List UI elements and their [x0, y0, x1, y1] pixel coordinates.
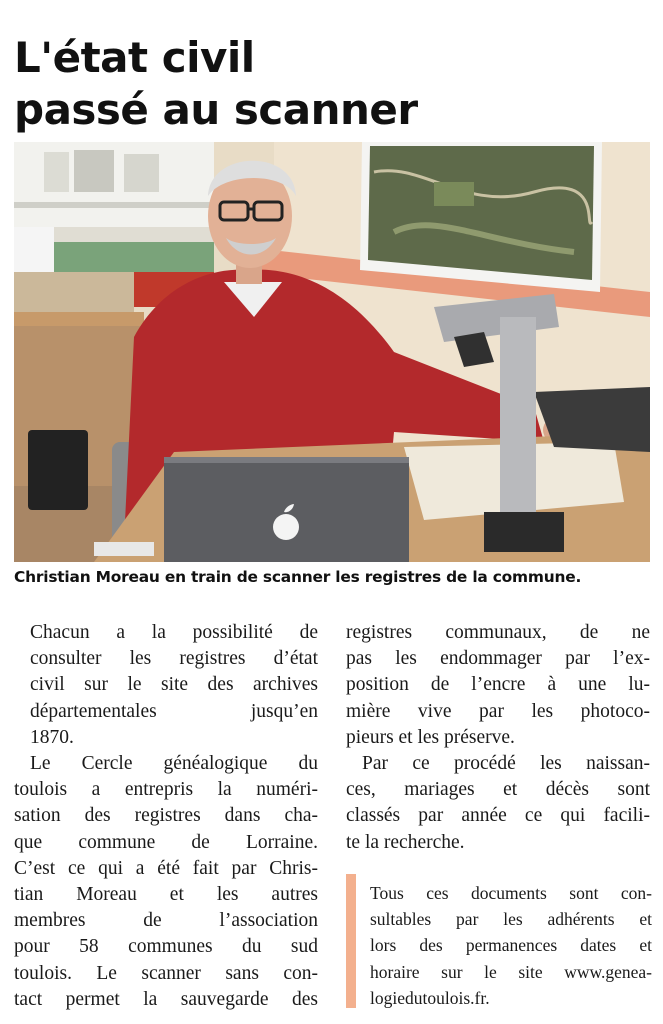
article-column-left	[14, 620, 318, 1013]
text-line: toulois a entrepris la numéri-	[14, 779, 318, 801]
info-box	[346, 874, 652, 1010]
paragraph	[14, 751, 318, 1013]
text-line: membres de l’association	[14, 910, 318, 932]
text-line: tact permet la sauvegarde des	[14, 988, 318, 1010]
article-column-right	[346, 620, 650, 856]
article-photo	[14, 142, 650, 562]
info-box-text	[370, 880, 652, 1011]
text-line: pour 58 communes du sud	[14, 936, 318, 958]
text-line: Chacun a la possibilité de	[30, 622, 318, 643]
headline	[14, 32, 654, 136]
text-line: registres communaux, de ne	[346, 622, 650, 643]
text-line: toulois. Le scanner sans con-	[14, 962, 318, 984]
text-line: pieurs et les préserve.	[346, 726, 515, 748]
map-poster	[360, 142, 602, 292]
laptop	[164, 457, 409, 562]
headline-line: passé au scanner	[14, 85, 418, 135]
paragraph	[346, 620, 650, 751]
text-line: lors des permanences dates et	[370, 935, 652, 956]
text-line: sation des registres dans cha-	[14, 805, 318, 827]
text-line: consulter les registres d’état	[30, 648, 318, 670]
text-line: ces, mariages et décès sont	[346, 779, 650, 801]
text-line: Le Cercle généalogique du	[30, 753, 318, 775]
text-line: position de l’encre à une lu-	[346, 674, 650, 696]
text-line: civil sur le site des archives	[30, 674, 318, 696]
paragraph	[14, 620, 318, 751]
text-line: départementales jusqu’en	[30, 700, 318, 722]
text-line: mière vive par les photoco-	[346, 700, 650, 722]
text-line: Par ce procédé les naissan-	[362, 753, 650, 775]
info-box-accent-bar	[346, 874, 356, 1008]
text-line: sultables par les adhérents et	[370, 909, 652, 930]
text-line: horaire sur le site www.genea-	[370, 961, 652, 982]
photo-caption: Christian Moreau en train de scanner les registres de la commune.	[14, 568, 582, 586]
text-line: te la recherche.	[346, 831, 465, 853]
text-line: que commune de Lorraine.	[14, 831, 318, 853]
text-line: pas les endommager par l’ex-	[346, 648, 650, 670]
text-line: C’est ce qui a été fait par Chris-	[14, 857, 318, 879]
headline-line: L'état civil	[14, 33, 255, 83]
text-line: tian Moreau et les autres	[14, 884, 318, 906]
paragraph	[346, 751, 650, 856]
text-line: classés par année ce qui facili-	[346, 805, 650, 827]
text-line: 1870.	[30, 726, 74, 748]
text-line: Tous ces documents sont con-	[370, 883, 652, 903]
text-line: logiedutoulois.fr.	[370, 987, 490, 1008]
